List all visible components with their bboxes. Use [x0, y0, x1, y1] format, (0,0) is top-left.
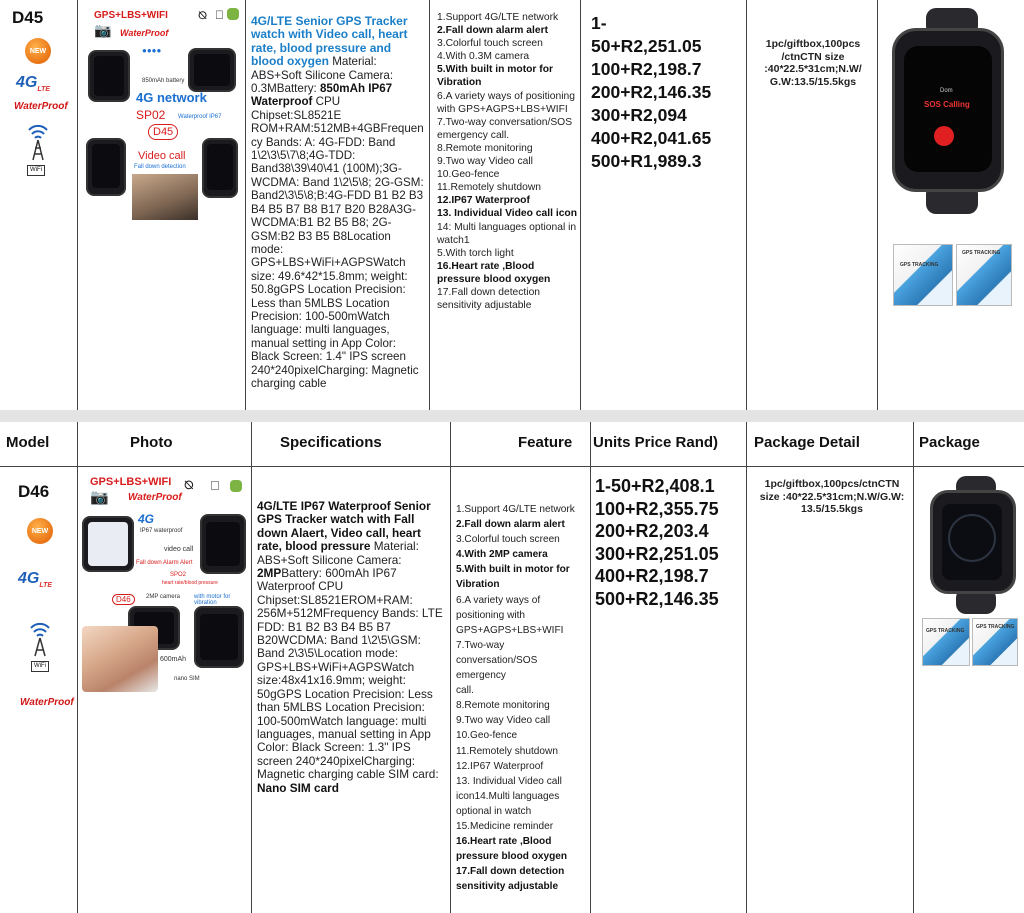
- feature-item: 13. Individual Video call icon: [437, 208, 578, 220]
- header-units-price: Units Price Rand): [593, 434, 719, 451]
- feature-item: 8.Remote monitoring: [456, 700, 550, 712]
- feature-item: 16.Heart rate ,Blood pressure blood oxygen: [456, 836, 568, 863]
- package-photo: Dom SOS Calling: [884, 8, 1020, 218]
- package-box-image: [922, 618, 970, 666]
- price-tier: 100+R2,198.7: [591, 59, 702, 79]
- price-tier: 400+R2,198.7: [595, 566, 709, 586]
- price-tier: 500+R1,989.3: [591, 151, 702, 171]
- badges: [25, 38, 51, 64]
- feature-item: 17.Fall down detection sensitivity adjustable: [456, 866, 565, 893]
- feature-item: 5.With torch light: [437, 247, 514, 259]
- 4g-lte-icon: $4G_{LTE}$: [18, 570, 53, 590]
- price-tier: 1-50+R2,408.1: [595, 476, 715, 496]
- feature-item: watch1: [437, 234, 470, 246]
- apple-icon: [215, 8, 224, 22]
- header-package: Package: [919, 434, 980, 451]
- waterproof-icon: WaterProof: [20, 697, 74, 708]
- feature-item: 2.Fall down alarm alert: [437, 25, 549, 37]
- feature-item: 5.With built in motor for Vibration: [437, 64, 554, 89]
- feature-item: 12.IP67 Waterproof: [437, 195, 530, 207]
- price-tier: 100+R2,355.75: [595, 498, 719, 519]
- feature-item: 15.Medicine reminder: [456, 820, 554, 832]
- product-photo: GPS+LBS+WIFI 📷 WaterProof ⦰ ●●●● 850mAh battery 4G network SP02 Waterproof IP67 D45 Video call Fall down detection: [82, 6, 242, 224]
- feature-item: 6.A variety ways of positioning with GPS+AGPS+LBS+WIFI: [437, 90, 575, 115]
- feature-item: 8.Remote monitoring: [437, 142, 533, 154]
- feature-item: 4.With 2MP camera: [456, 549, 548, 561]
- wifi-tower-icon: [25, 120, 51, 176]
- camera-icon: 📷: [90, 489, 109, 506]
- header-photo: Photo: [130, 434, 173, 451]
- model-name: D46: [18, 482, 50, 501]
- feature-item: 2.Fall down alarm alert: [456, 519, 565, 531]
- feature-item: 11.Remotely shutdown: [456, 745, 558, 757]
- package-photo: [926, 476, 1020, 616]
- specifications: 4G/LTE IP67 Waterproof Senior GPS Tracker watch with Fall down Alaert, Video call, heart rate, blood pressure Material: ABS+Soft Silicone Camera: 2MPBattery: 600mAh IP67 Waterproof CPU Chipset:SL8521EROM+RAM: 256M+512MFrequency Bands: LTE FDD: B1 B2 B3 B4 B5 B7 B20WCDMA: Band 1\2\5\GSM: Band 2\3\5\Location mode: GPS+LBS+WiFi+AGPSWatch size:48x41x16.9mm; weight: 50gGPS Location Precision: Less than 5MLBS Location Precision: 100-500mWatch language: multi languages, manual setting in App Color: Black Screen: 1.3" IPS screen 240*240pixelCharging: Magnetic charging cable SIM card: Nano SIM card: [257, 499, 443, 795]
- feature-item: 3.Colorful touch screen: [456, 534, 560, 546]
- feature-item: 14: Multi languages optional in: [437, 221, 577, 233]
- features-list: [437, 11, 579, 312]
- price-tier: 200+R2,146.35: [591, 82, 712, 102]
- header-package-detail: Package Detail: [754, 434, 860, 451]
- feature-item: 10.Geo-fence: [437, 169, 500, 181]
- header-feature: Feature: [518, 434, 573, 451]
- package-detail: 1pc/giftbox,100pcs/ctnCTN size :40*22.5*31cm;N.W/G.W: 13.5/15.5kgs: [759, 478, 905, 515]
- feature-item: 16.Heart rate ,Blood pressure blood oxygen: [437, 260, 551, 285]
- new-badge-icon: NEW: [27, 518, 53, 544]
- 4g-lte-icon: $4G_{LTE}$: [16, 74, 51, 94]
- feature-item: 7.Two-way conversation/SOS emergency: [456, 639, 538, 682]
- wifi-tower-icon: [27, 618, 53, 672]
- feature-item: 9.Two way Video call: [437, 156, 533, 168]
- unit-prices: [595, 475, 745, 610]
- feature-item: 5.With built in motor for Vibration: [456, 564, 570, 591]
- feature-item: 10.Geo-fence: [456, 730, 518, 742]
- price-tier: 300+R2,251.05: [595, 543, 719, 564]
- feature-item: 1.Support 4G/LTE network: [437, 12, 559, 23]
- android-icon: [227, 8, 239, 20]
- price-tier: 200+R2,203.4: [595, 521, 709, 541]
- header-specifications: Specifications: [280, 434, 382, 451]
- camera-icon: 📷: [94, 22, 112, 38]
- features-list: [456, 502, 588, 913]
- package-detail: 1pc/giftbox,100pcs /ctnCTN size :40*22.5*31cm;N.W/ G.W:13.5/15.5kgs: [764, 38, 862, 88]
- no-android-icon: ⦰: [184, 478, 194, 492]
- price-tier: 50+R2,251.05: [591, 36, 702, 56]
- waterproof-icon: WaterProof: [14, 101, 68, 112]
- feature-item: 12.IP67 Waterproof: [456, 760, 544, 772]
- specifications: 4G/LTE Senior GPS Tracker watch with Video call, heart rate, blood pressure and blood oxygen Material: ABS+Soft Silicone Camera: 0.3MBattery: 850mAh IP67 Waterproof CPU Chipset:SL8521E ROM+RAM:512MB+4GBFrequency Bands: A: 4G-FDD: Band 1\2\3\5\7\8;4G-TDD: Band38\39\40\41 (100M);3G-WCDMA: Band 1\2\5\8; 2G-GSM: Band2\3\5\8;B:4G-FDD B1 B2 B3 B4 B5 B7 B8 B17 B20 B28A3G-WCDMA:B1 B2 B5 B8; 2G-GSM:B2 B3 B5 B8Location mode: GPS+LBS+WiFi+AGPSWatch size: 49.6*42*15.8mm; weight: 50.8gGPS Location Precision: Less than 5MLBS Location Precision: 100-500mWatch language: multi languages, manual setting in App Color: Black Screen: 1.4" IPS screen 240*240pixelCharging: Magnetic charging cable: [251, 14, 424, 390]
- feature-item: 1.Support 4G/LTE network: [456, 504, 575, 515]
- feature-item: 11.Remotely shutdown: [437, 182, 541, 194]
- feature-item: 6.A variety ways of positioning with GPS+AGPS+LBS+WIFI: [456, 594, 564, 636]
- header-model: Model: [6, 434, 50, 451]
- feature-item: 17.Fall down detection sensitivity adjustable: [437, 286, 541, 312]
- unit-prices: [591, 12, 741, 173]
- feature-item: 3.Colorful touch screen: [437, 38, 543, 50]
- package-box-image: [893, 244, 953, 306]
- new-badge-icon: NEW: [25, 38, 51, 64]
- price-tier: 500+R2,146.35: [595, 588, 719, 609]
- product-photo: GPS+LBS+WIFI 📷 WaterProof ⦰ 4G IP67 waterproof video call Fall down Alarm Alert SPO2 heart rate/blood pressure with motor for vibration 2MP camera D46 600mAh nano SIM: [82, 476, 248, 696]
- feature-item: 13. Individual Video call icon14.Multi languages optional in watch: [456, 775, 562, 817]
- feature-item: 4.With 0.3M camera: [437, 51, 530, 63]
- price-tier: 300+R2,094: [591, 105, 687, 125]
- android-icon: [230, 480, 242, 492]
- wifi-icon: WiFi: [31, 661, 49, 672]
- apple-icon: [210, 478, 220, 493]
- price-tier: 1-: [591, 13, 607, 33]
- price-tier: 400+R2,041.65: [591, 128, 712, 148]
- feature-item: 9.Two way Video call: [456, 715, 551, 727]
- wifi-icon: WiFi: [27, 165, 45, 176]
- feature-item: 7.Two-way conversation/SOS emergency call.: [437, 116, 573, 141]
- feature-item: call.: [456, 685, 474, 697]
- model-name: D45: [12, 8, 44, 27]
- no-android-icon: ⦰: [198, 10, 207, 22]
